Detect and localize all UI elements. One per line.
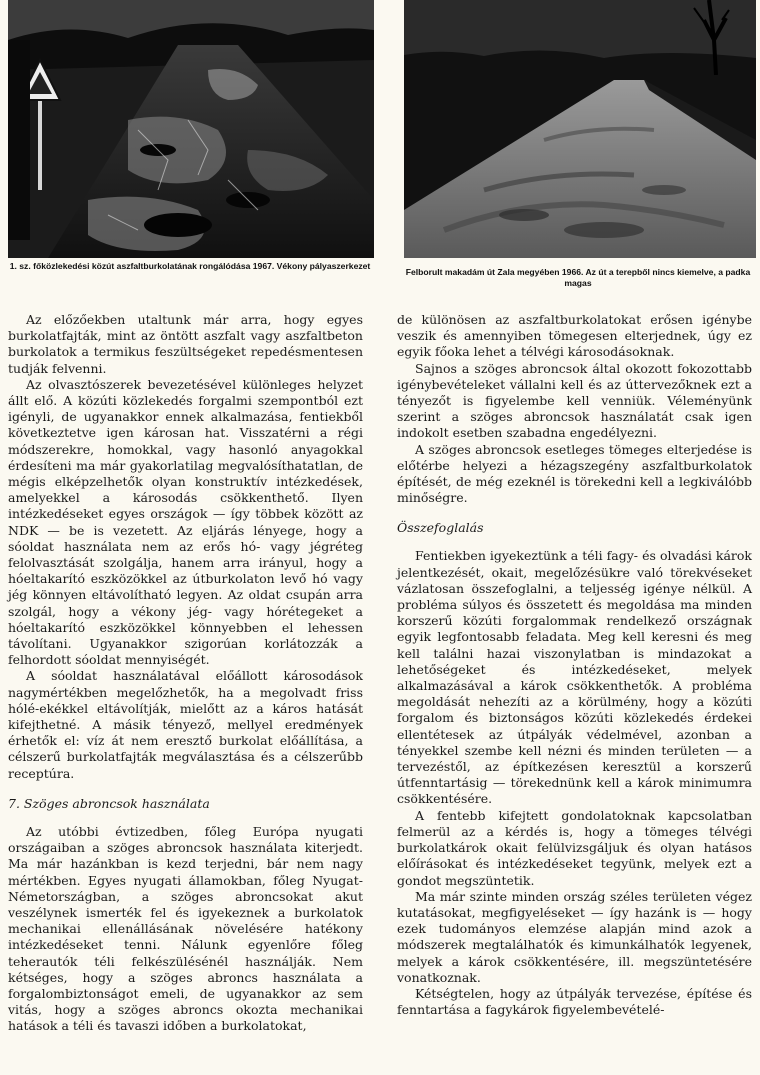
paragraph: Fentiekben igyekeztünk a téli fagy- és olvadási károk jelentkezését, okait, megelőzésükre való törekvéseket vázlatosan összefoglalni, a teljesség igénye nélkül. A probléma súlyos és összetett és megoldása ma minden korszerű közúti forgalommak rendelkező országnak egyik legfontosabb feladata. Meg kell keresni és meg kell találni hazai viszonylatban is mindazokat a lehetőségeket és intézkedéseket, melyek alkalmazásával a károk csökkenthetők. A probléma megoldását nehezíti az a körülmény, hogy a közúti forgalom és biztonságos közúti közlekedés érdekei ellentétesek az útpályák védelmével, azonban a tényekkel szembe kell nézni és minden területen — a tervezéstől, az építkezésen keresztül a korszerű útfenntartásig — törekednünk kell a károk minimumra csökkentésére. (397, 548, 752, 807)
paragraph: Az előzőekben utaltunk már arra, hogy egyes burkolatfajták, mint az öntött aszfalt vagy aszfaltbeton burkolatok a termikus feszültségeket repedésmentesen tudják felvenni. (8, 312, 363, 376)
section-heading-osszefoglalas: Összefoglalás (397, 520, 484, 536)
paragraph: A sóoldat használatával előállott károsodások nagymértékben megelőzhetők, ha a megolvadt friss hólé-ekékkel eltávolítják, mielőtt az a káros hatását kifejthetné. A másik tényező, mellyel eredmények érhetők el: víz át nem eresztő burkolat előállítása, a célszerű burkolatfajták megválasztása és a célszerűbb receptúra. (8, 668, 363, 781)
photo-damaged-asphalt (8, 0, 374, 258)
photo-makadam-road (404, 0, 756, 258)
paragraph: Az utóbbi évtizedben, főleg Európa nyugati országaiban a szöges abroncsok használata kiterjedt. Ma már hazánkban is kezd terjedni, bár nem nagy mértékben. Egyes nyugati államokban, főleg Nyugat-Németországban, a szöges abroncsokat akut veszélynek ismerték fel és igyekeznek a burkolatok mechanikai ellenállásának növelésére hatékony intézkedéseket tenni. Nálunk egyenlőre főleg teherautók téli felkészülésénél használják. Nem kétséges, hogy a szöges abroncs használata a forgalombiztonságot emeli, de ugyanakkor az sem vitás, hogy a szöges abroncs okozta mechanikai hatások a téli és tavaszi időben a burkolatokat, (8, 823, 363, 1034)
paragraph: Az olvasztószerek bevezetésével különleges helyzet állt elő. A közúti közlekedés forgalmi szempontból ezt igényli, de ugyanakkor ennek alkalmazása, fentiekből következtetve igen károsan hat. Visszatérni a régi módszerekre, homokkal, vagy hasonló anyagokkal érdesíteni ma már gyakorlatilag megvalósíthatatlan, de mégis elképzelhetők olyan konstruktív intézkedések, amelyekkel a károsodás csökkenthető. Ilyen intézkedéseket egyes országok — így többek között az NDK — be is vezetett. Az eljárás lényege, hogy a sóoldat használata nem az erős hó- vagy jégréteg felolvasztását szolgálja, hanem arra irányul, hogy a hóeltakarító eszközökkel az útburkolaton levő hó vagy jég könnyen eltávolítható legyen. Az oldat csupán arra szolgál, hogy a vékony jég- vagy hórétegeket a hóeltakarító eszközökkel könnyebben el lehessen távolítani. Ugyanakkor szigorúan korlátozzák a felhordott sóoldat mennyiségét. (8, 376, 363, 668)
paragraph: Sajnos a szöges abroncsok által okozott fokozottabb igénybevételeket vállalni kell és az úttervezőknek ezt a tényezőt is figyelembe kell venniük. Véleményünk szerint a szöges abroncsok használatát csak igen indokolt esetben szabadna engedélyezni. (397, 360, 752, 441)
paragraph: A fentebb kifejtett gondolatoknak kapcsolatban felmerül az a kérdés is, hogy a tömeges télvégi burkolatkárok okait felülvizsgáljuk és olyan hatásos előírásokat és intézkedéseket tegyünk, melyek ezt a gondot megszüntetik. (397, 807, 752, 888)
text-column-right (397, 312, 752, 1018)
section-heading-szoges-abroncsok: 7. Szöges abroncsok használata (8, 795, 210, 811)
paragraph: de különösen az aszfaltburkolatokat erősen igénybe veszik és amennyiben tömegesen elterjednek, úgy ez egyik főoka lehet a télvégi károsodásoknak. (397, 312, 752, 360)
road-photo-right-image (404, 0, 756, 258)
paragraph: Kétségtelen, hogy az útpályák tervezése, építése és fenntartása a fagykárok figyelembevételé- (397, 985, 752, 1018)
text-column-left (8, 312, 363, 1035)
figure-caption-right: Felborult makadám út Zala megyében 1966. Az út a terepből nincs kiemelve, a padka magas (405, 267, 751, 288)
paragraph: A szöges abroncsok esetleges tömeges elterjedése is előtérbe helyezi a hézagszegény aszfaltburkolatok építését, de még ezeknél is törekedni kell a legkiválóbb minőségre. (397, 441, 752, 506)
paragraph: Ma már szinte minden ország széles területen végez kutatásokat, megfigyeléseket — így hazánk is — hogy ezek tudományos elemzése alapján mind azok a módszerek megtalálhatók és kimunkálhatók legyenek, melyek a károk csökkentésére, ill. megszüntetésére vonatkoznak. (397, 888, 752, 985)
road-photo-left-image (8, 0, 374, 258)
figure-caption-left: 1. sz. főközlekedési közút aszfaltburkolatának rongálódása 1967. Vékony pályaszerkezet (9, 261, 371, 271)
